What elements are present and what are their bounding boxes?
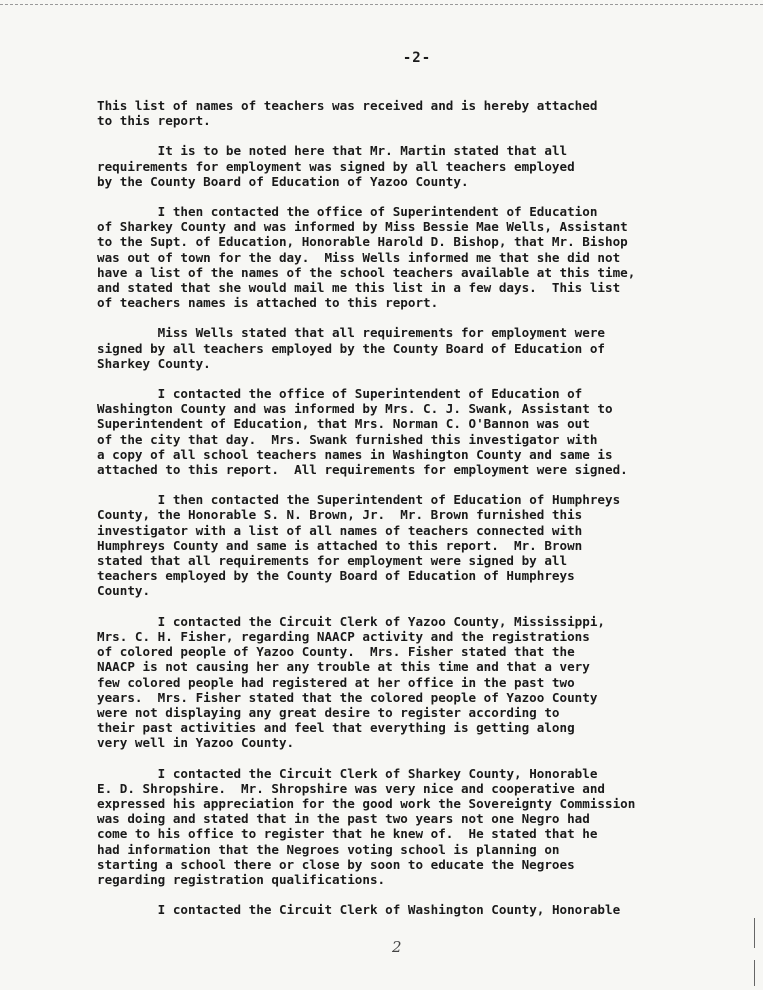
paragraph-6: I then contacted the Superintendent of Education of Humphreys County, the Honorable S. N. Brown, Jr. Mr. Brown furnished this investigator with a list of all names of teachers connected with Humphreys County and same is attached to this report. Mr. Brown stated that all requirements for employment were signed by all teachers employed by the County Board of Education of Humphreys County. <box>97 492 621 599</box>
document-page <box>97 50 737 932</box>
page-number: -2- <box>402 50 432 66</box>
paragraph-5: I contacted the office of Superintendent of Education of Washington County and was informed by Mrs. C. J. Swank, Assistant to Superintendent of Education, that Mrs. Norman C. O'Bannon was out of the city that day. Mrs. Swank furnished this investigator with a copy of all school teachers names in Washington County and same is attached to this report. All requirements for employment were signed. <box>97 386 628 478</box>
paragraph-9: I contacted the Circuit Clerk of Washington County, Honorable <box>97 902 621 918</box>
top-border-rule <box>0 4 763 5</box>
scan-edge-mark <box>754 918 755 948</box>
scan-edge-mark-lower <box>754 960 755 986</box>
paragraph-2: It is to be noted here that Mr. Martin stated that all requirements for employment was signed by all teachers employed by the County Board of Education of Yazoo County. <box>97 143 575 189</box>
paragraph-3: I then contacted the office of Superintendent of Education of Sharkey County and was informed by Miss Bessie Mae Wells, Assistant to the Supt. of Education, Honorable Harold D. Bishop, that Mr. Bishop was out of town for the day. Miss Wells informed me that she did not have a list of the names of the school teachers available at this time, and stated that she would mail me this list in a few days. This list of teachers names is attached to this report. <box>97 204 636 311</box>
paragraph-7: I contacted the Circuit Clerk of Yazoo County, Mississippi, Mrs. C. H. Fisher, regarding NAACP activity and the registrations of colored people of Yazoo County. Mrs. Fisher stated that the NAACP is not causing her any trouble at this time and that a very few colored people had registered at her office in the past two years. Mrs. Fisher stated that the colored people of Yazoo County were not displaying any great desire to register according to their past activities and feel that everything is getting along very well in Yazoo County. <box>97 613 606 751</box>
paragraph-8: I contacted the Circuit Clerk of Sharkey County, Honorable E. D. Shropshire. Mr. Shropshire was very nice and cooperative and expressed his appreciation for the good work the Sovereignty Commission was doing and stated that in the past two years not one Negro had come to his office to register that he knew of. He stated that he had information that the Negroes voting school is planning on starting a school there or close by soon to educate the Negroes regarding registration qualifications. <box>97 765 636 887</box>
paragraph-1: This list of names of teachers was received and is hereby attached to this report. <box>97 98 598 129</box>
paragraph-4: Miss Wells stated that all requirements for employment were signed by all teachers employed by the County Board of Education of Sharkey County. <box>97 325 606 371</box>
handwritten-page-mark: 2 <box>392 938 402 956</box>
